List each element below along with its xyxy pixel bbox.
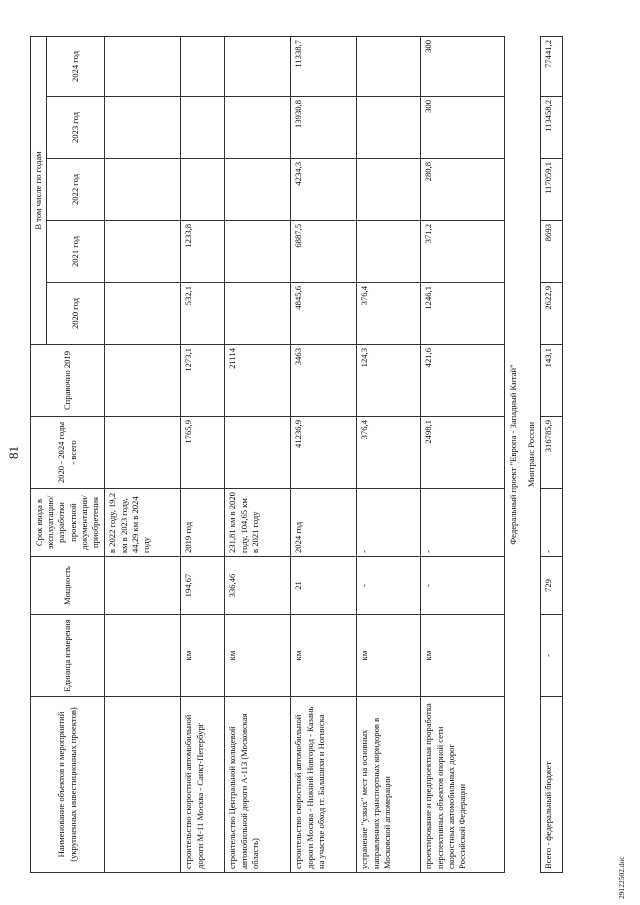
- table-row: [105, 37, 181, 873]
- header-year-2020: 2020 год: [47, 283, 105, 345]
- header-total: 2020 - 2024 годы - всего: [31, 417, 105, 489]
- row-total: 41236,9: [291, 417, 357, 489]
- header-capacity: Мощность: [31, 557, 105, 615]
- total-ref2019: 143,1: [541, 345, 563, 417]
- row-2022: [181, 159, 225, 221]
- total-capacity: 729: [541, 557, 563, 615]
- total-2023: 113458,2: [541, 97, 563, 159]
- row-unit: км: [421, 615, 505, 697]
- row-commission: -: [357, 489, 421, 557]
- row-2020: 4845,6: [291, 283, 357, 345]
- ministry-name: Минтранс России: [525, 421, 536, 488]
- row-commission: в 2022 году, 19,2 км в 2023 году, 44,29 км в 2024 году: [105, 489, 181, 557]
- header-year-2023: 2023 год: [47, 97, 105, 159]
- row-2024: 11338,7: [291, 37, 357, 97]
- row-total: 2498,1: [421, 417, 505, 489]
- row-2020: 376,4: [357, 283, 421, 345]
- total-unit: -: [541, 615, 563, 697]
- table-row: [357, 37, 421, 873]
- header-ref2019: Справочно 2019: [31, 345, 105, 417]
- row-2023: [357, 97, 421, 159]
- header-year-2024: 2024 год: [47, 37, 105, 97]
- row-2021: [105, 221, 181, 283]
- row-2022: [357, 159, 421, 221]
- header-name: Наименование объектов и мероприятий (укрупненных инвестиционных проектов): [31, 697, 105, 873]
- row-2024: [225, 37, 291, 97]
- row-unit: [105, 615, 181, 697]
- table-row: [291, 37, 357, 873]
- row-2021: [225, 221, 291, 283]
- federal-project-row: [505, 37, 523, 873]
- row-capacity: -: [357, 557, 421, 615]
- row-2023: [181, 97, 225, 159]
- row-2023: 300: [421, 97, 505, 159]
- row-ref2019: 21114: [225, 345, 291, 417]
- row-unit: км: [291, 615, 357, 697]
- row-2024: [357, 37, 421, 97]
- total-2021: 8693: [541, 221, 563, 283]
- row-2022: [225, 159, 291, 221]
- row-2020: [225, 283, 291, 345]
- row-ref2019: 421,6: [421, 345, 505, 417]
- row-2021: 371,2: [421, 221, 505, 283]
- row-name: строительство скоростной автомобильной дороги М-11 Москва - Санкт-Петербург: [181, 697, 225, 873]
- row-2020: 532,1: [181, 283, 225, 345]
- total-sum: 316785,9: [541, 417, 563, 489]
- row-name: строительство Центральной кольцевой автомобильной дороги А-113 (Московская область): [225, 697, 291, 873]
- row-total: 376,4: [357, 417, 421, 489]
- row-capacity: 194,67: [181, 557, 225, 615]
- row-total: [105, 417, 181, 489]
- header-commission: Срок ввода в эксплуатацию/ разработки проектной документации/ приобретения: [31, 489, 105, 557]
- row-commission: 2019 год: [181, 489, 225, 557]
- row-commission: -: [421, 489, 505, 557]
- row-capacity: 336,46: [225, 557, 291, 615]
- row-name: устранение "узких" мест на основных направлениях транспортных коридоров в Московской агломерации: [357, 697, 421, 873]
- row-unit: км: [357, 615, 421, 697]
- row-name: [105, 697, 181, 873]
- row-2024: [181, 37, 225, 97]
- investment-table: [30, 36, 563, 873]
- row-2024: 300: [421, 37, 505, 97]
- row-2023: [105, 97, 181, 159]
- row-ref2019: 3463: [291, 345, 357, 417]
- row-2021: 6887,5: [291, 221, 357, 283]
- ministry-row: [523, 37, 541, 873]
- table-row: [181, 37, 225, 873]
- row-ref2019: 1273,1: [181, 345, 225, 417]
- total-2020: 2622,9: [541, 283, 563, 345]
- row-capacity: [105, 557, 181, 615]
- row-2023: 13930,8: [291, 97, 357, 159]
- row-2020: 1246,1: [421, 283, 505, 345]
- row-ref2019: [105, 345, 181, 417]
- row-capacity: 21: [291, 557, 357, 615]
- row-2021: 1233,8: [181, 221, 225, 283]
- header-by-years: В том числе по годам: [31, 37, 47, 345]
- row-2023: [225, 97, 291, 159]
- row-2020: [105, 283, 181, 345]
- row-ref2019: 124,3: [357, 345, 421, 417]
- row-unit: км: [225, 615, 291, 697]
- row-total: 1765,9: [181, 417, 225, 489]
- total-name: Всего - федеральный бюджет: [541, 697, 563, 873]
- total-commission: -: [541, 489, 563, 557]
- row-unit: км: [181, 615, 225, 697]
- header-year-2021: 2021 год: [47, 221, 105, 283]
- federal-project-title: Федеральный проект "Европа - Западный Китай": [508, 364, 519, 545]
- total-2022: 117059,1: [541, 159, 563, 221]
- row-2024: [105, 37, 181, 97]
- row-commission: 2024 год: [291, 489, 357, 557]
- document-id: 29122502.doc: [617, 856, 626, 899]
- header-year-2022: 2022 год: [47, 159, 105, 221]
- table-row: [541, 37, 563, 873]
- row-2021: [357, 221, 421, 283]
- page-number: 81: [6, 446, 21, 459]
- row-2022: 4234,3: [291, 159, 357, 221]
- row-commission: 231,81 км в 2020 году, 104,65 км в 2021 году: [225, 489, 291, 557]
- row-name: строительство скоростной автомобильной дороги Москва - Нижний Новгород - Казань на участке обход гг. Балашихи и Ногинска: [291, 697, 357, 873]
- row-capacity: -: [421, 557, 505, 615]
- header-unit: Единица измерения: [31, 615, 105, 697]
- row-2022: [105, 159, 181, 221]
- row-2022: 280,8: [421, 159, 505, 221]
- total-2024: 77441,2: [541, 37, 563, 97]
- row-name: проектирование и предпроектная проработка перспективных объектов опорной сети скоростных автомобильных дорог Российской Федерации: [421, 697, 505, 873]
- row-total: [225, 417, 291, 489]
- table-row: [225, 37, 291, 873]
- table-row: [421, 37, 505, 873]
